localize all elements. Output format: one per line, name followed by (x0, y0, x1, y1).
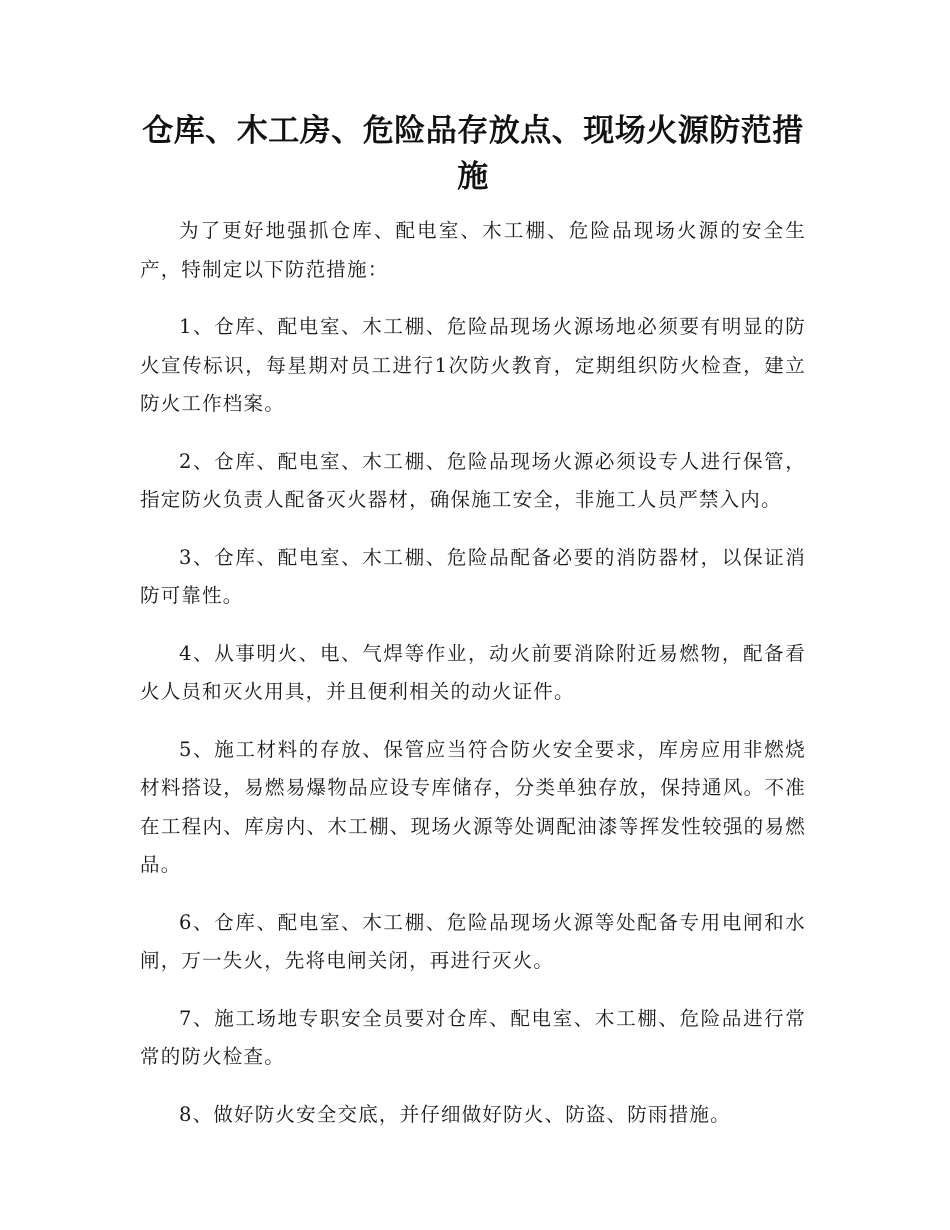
measure-item-8: 8、做好防火安全交底，并仔细做好防火、防盗、防雨措施。 (179, 1102, 731, 1126)
intro-paragraph: 为了更好地强抓仓库、配电室、木工棚、危险品现场火源的安全生产，特制定以下防范措施： (140, 219, 806, 281)
measure-item-3: 3、仓库、配电室、木工棚、危险品配备必要的消防器材，以保证消防可靠性。 (140, 545, 806, 607)
document-page (140, 108, 806, 1153)
measure-item-5: 5、施工材料的存放、保管应当符合防火安全要求，库房应用非燃烧材料搭设，易燃易爆物品应设专库储存，分类单独存放，保持通风。不准在工程内、库房内、木工棚、现场火源等处调配油漆等挥发性较强的易燃品。 (140, 737, 806, 876)
measure-item-7: 7、施工场地专职安全员要对仓库、配电室、木工棚、危险品进行常常的防火检查。 (140, 1006, 806, 1068)
measure-item-6: 6、仓库、配电室、木工棚、危险品现场火源等处配备专用电闸和水闸，万一失火，先将电闸关闭，再进行灭火。 (140, 910, 806, 972)
measure-item-4: 4、从事明火、电、气焊等作业，动火前要消除附近易燃物，配备看火人员和灭火用具，并且便利相关的动火证件。 (140, 641, 806, 703)
measure-item-1: 1、仓库、配电室、木工棚、危险品现场火源场地必须要有明显的防火宣传标识，每星期对员工进行1次防火教育，定期组织防火检查，建立防火工作档案。 (140, 315, 806, 415)
document-title: 仓库、木工房、危险品存放点、现场火源防范措施 (142, 113, 804, 195)
measure-item-2: 2、仓库、配电室、木工棚、危险品现场火源必须设专人进行保管，指定防火负责人配备灭火器材，确保施工安全，非施工人员严禁入内。 (140, 449, 806, 511)
